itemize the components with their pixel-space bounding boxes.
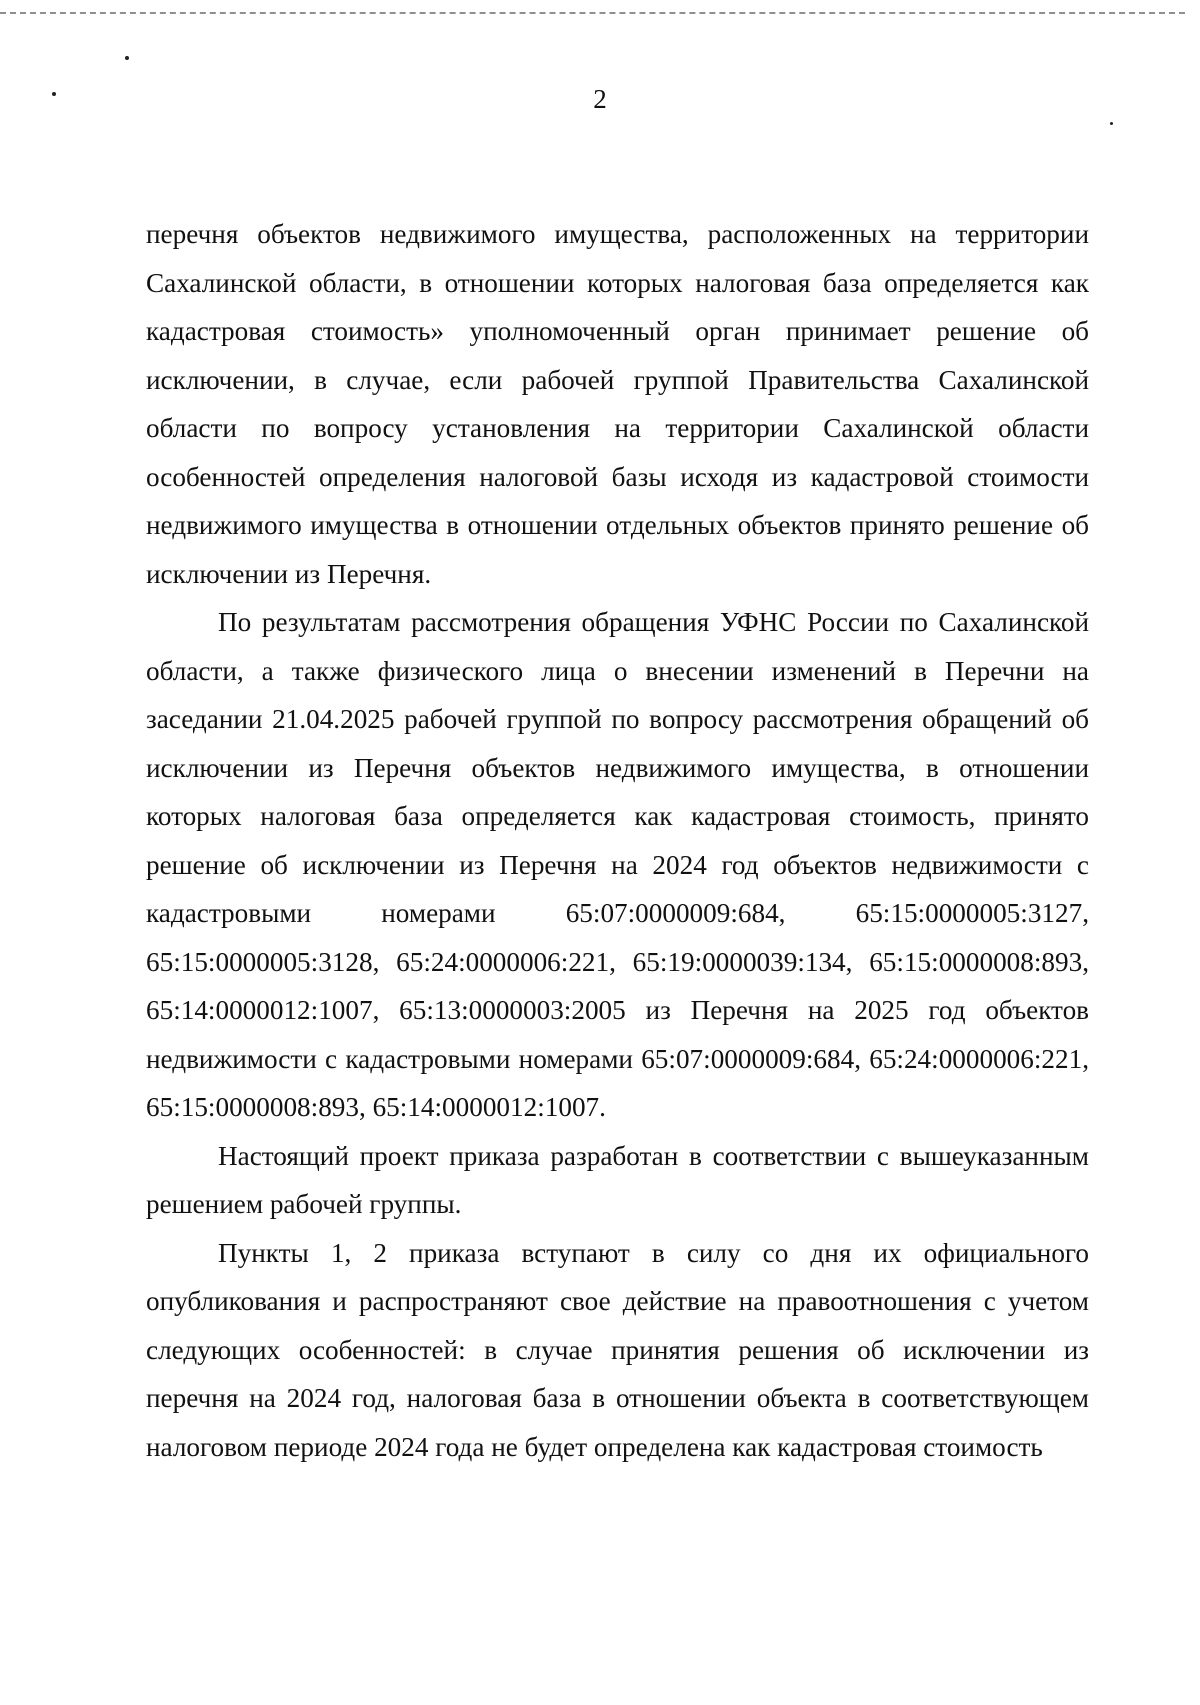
paragraph-3: Настоящий проект приказа разработан в соответствии с вышеуказанным решением рабочей группы. [146, 1140, 1089, 1219]
paragraph-2: По результатам рассмотрения обращения УФНС России по Сахалинской области, а также физического лица о внесении изменений в Перечни на заседании 21.04.2025 рабочей группой по вопросу рассмотрения обращений об исключении из Перечня объектов недвижимого имущества, в отношении которых налоговая база определяется как кадастровая стоимость, принято решение об исключении из Перечня на 2024 год объектов недвижимости с кадастровыми номерами 65:07:0000009:684, 65:15:0000005:3127, 65:15:0000005:3128, 65:24:0000006:221, 65:19:0000039:134, 65:15:0000008:893, 65:14:0000012:1007, 65:13:0000003:2005 из Перечня на 2025 год объектов недвижимости с кадастровыми номерами 65:07:0000009:684, 65:24:0000006:221, 65:15:0000008:893, 65:14:0000012:1007. [146, 607, 1089, 1122]
scan-edge-line [0, 12, 1185, 14]
paragraph-4: Пункты 1, 2 приказа вступают в силу со дня их официального опубликования и распространяют свое действие на правоотношения с учетом следующих особенностей: в случае принятия решения об исключении из перечня на 2024 год, налоговая база в отношении объекта в соответствующем налоговом периоде 2024 года не будет определена как кадастровая стоимость [146, 1237, 1089, 1462]
scan-speck [1110, 122, 1113, 125]
scan-speck [125, 56, 129, 60]
page-number: 2 [593, 84, 607, 114]
paragraph-1: перечня объектов недвижимого имущества, расположенных на территории Сахалинской области, в отношении которых налоговая база определяется как кадастровая стоимость» уполномоченный орган принимает решение об исключении, в случае, если рабочей группой Правительства Сахалинской области по вопросу установления на территории Сахалинской области особенностей определения налоговой базы исходя из кадастровой стоимости недвижимого имущества в отношении отдельных объектов принято решение об исключении из Перечня. [146, 219, 1089, 589]
document-body [146, 210, 1089, 1471]
